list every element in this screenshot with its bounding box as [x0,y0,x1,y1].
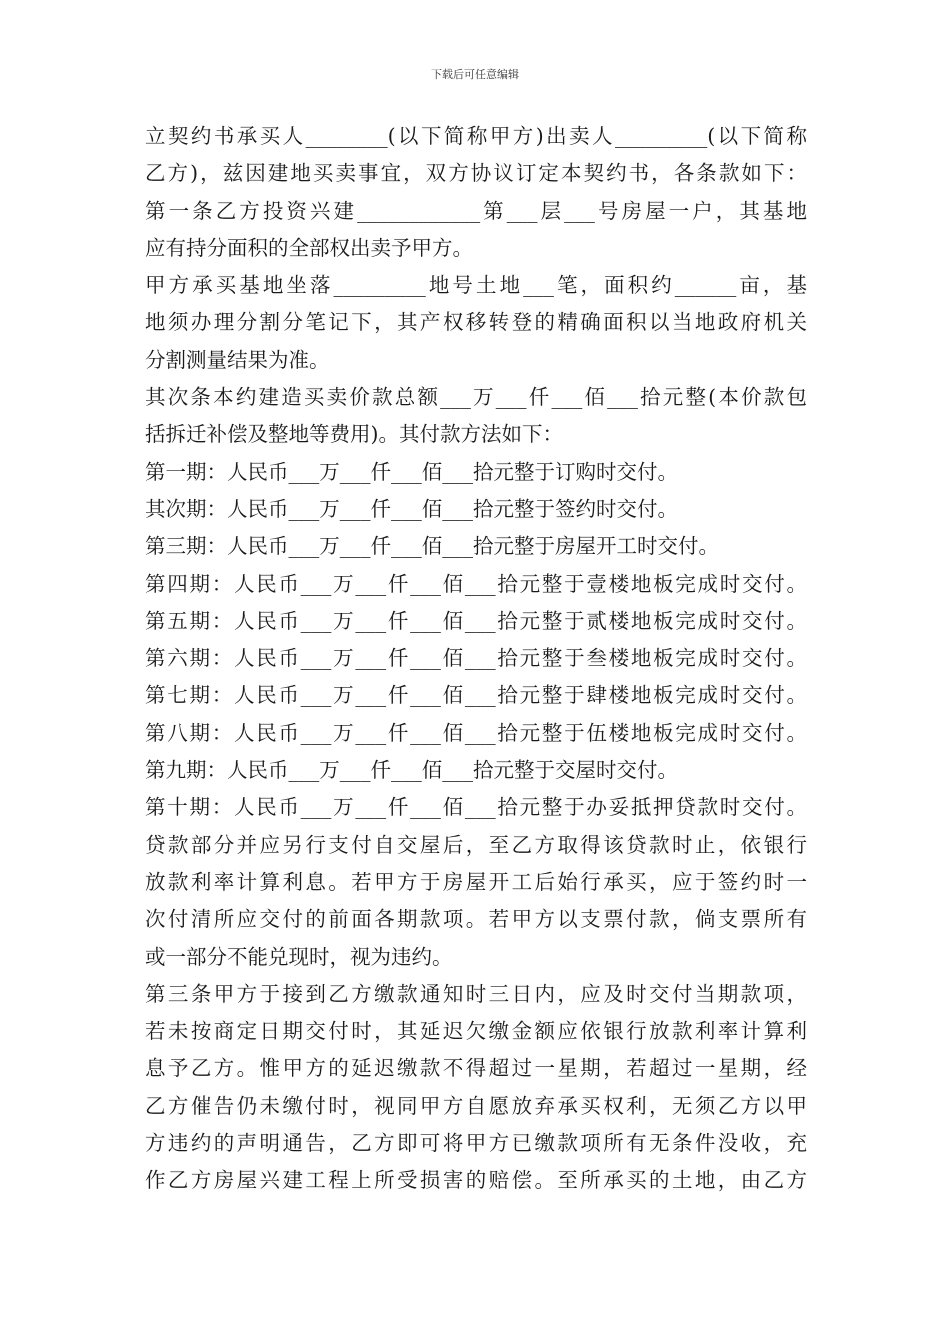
text-line: 应有持分面积的全部权出卖予甲方。 [145,235,473,260]
text-line: 息予乙方。惟甲方的延迟缴款不得超过一星期，若超过一星期，经 [145,1056,807,1081]
text-line: 甲方承买基地坐落_________地号土地___笔，面积约______亩，基 [145,273,807,298]
text-line: 第六期：人民币___万___仟___佰___拾元整于叁楼地板完成时交付。 [145,646,807,671]
text-line: 其次条本约建造买卖价款总额___万___仟___佰___拾元整(本价款包 [145,385,807,410]
text-line: 第三期：人民币___万___仟___佰___拾元整于房屋开工时交付。 [145,534,719,559]
text-line: 若未按商定日期交付时，其延迟欠缴金额应依银行放款利率计算利 [145,1019,807,1044]
text-line: 第一期：人民币___万___仟___佰___拾元整于订购时交付。 [145,459,678,484]
text-line: 立契约书承买人________(以下简称甲方)出卖人_________(以下简称 [145,124,807,148]
text-line: 次付清所应交付的前面各期款项。若甲方以支票付款，倘支票所有 [145,907,807,932]
text-line: 第十期：人民币___万___仟___佰___拾元整于办妥抵押贷款时交付。 [145,795,807,820]
page-header-note: 下载后可任意编辑 [431,68,519,81]
text-line: 作乙方房屋兴建工程上所受损害的赔偿。至所承买的土地，由乙方 [145,1168,807,1193]
text-line: 第四期：人民币___万___仟___佰___拾元整于壹楼地板完成时交付。 [145,571,807,596]
text-line: 第三条甲方于接到乙方缴款通知时三日内，应及时交付当期款项， [145,981,807,1006]
text-line: 贷款部分并应另行支付自交屋后，至乙方取得该贷款时止，依银行 [145,832,807,857]
text-line: 乙方)，兹因建地买卖事宜，双方协议订定本契约书，各条款如下： [145,161,807,186]
text-line: 其次期：人民币___万___仟___佰___拾元整于签约时交付。 [145,496,678,521]
text-line: 分割测量结果为准。 [145,347,330,372]
text-line: 放款利率计算利息。若甲方于房屋开工后始行承买，应于签约时一 [145,869,807,894]
text-line: 括拆迁补偿及整地等费用)。其付款方法如下： [145,422,563,447]
text-line: 第一条乙方投资兴建____________第___层___号房屋一户，其基地 [145,198,807,223]
text-line: 第八期：人民币___万___仟___佰___拾元整于伍楼地板完成时交付。 [145,720,807,745]
text-line: 方违约的声明通告，乙方即可将甲方已缴款项所有无条件没收，充 [145,1131,807,1156]
text-line: 乙方催告仍未缴付时，视同甲方自愿放弃承买权利，无须乙方以甲 [145,1093,807,1118]
text-line: 或一部分不能兑现时，视为违约。 [145,944,453,969]
text-line: 第七期：人民币___万___仟___佰___拾元整于肆楼地板完成时交付。 [145,683,807,708]
text-line: 第九期：人民币___万___仟___佰___拾元整于交屋时交付。 [145,758,678,783]
text-line: 第五期：人民币___万___仟___佰___拾元整于贰楼地板完成时交付。 [145,608,807,633]
text-line: 地须办理分割分笔记下，其产权移转登的精确面积以当地政府机关 [145,310,807,335]
contract-body [145,118,807,1200]
